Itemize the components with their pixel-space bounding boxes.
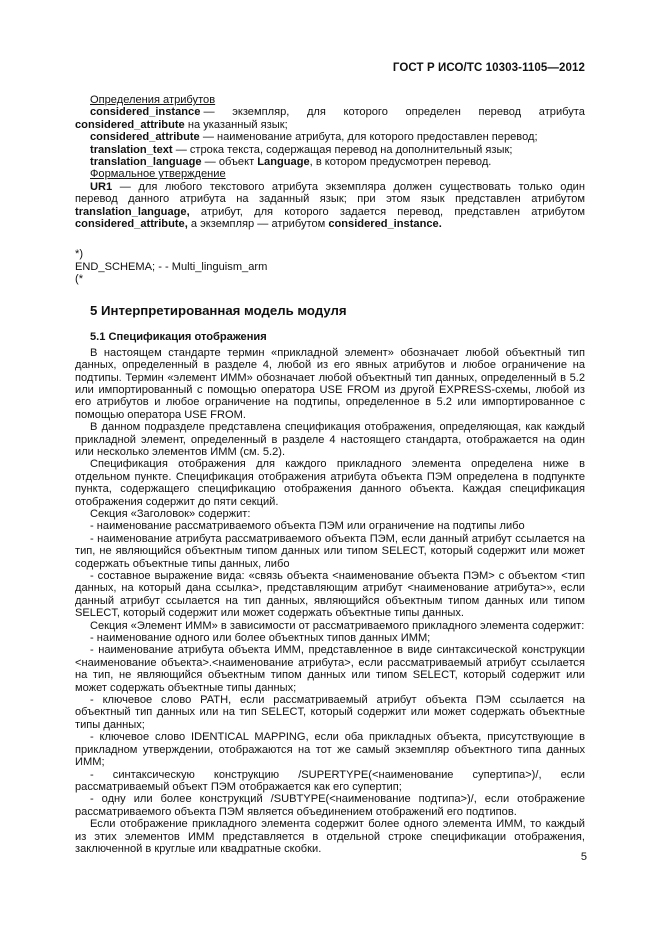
- term: considered_instance: [90, 106, 201, 119]
- list-item: - ключевое слово IDENTICAL MAPPING, если оба прикладных объекта, присутствующие в прикладном утверждении, отображаются на тот же самый экземпляр объектного типа данных ИММ;: [75, 731, 585, 769]
- list-item: - наименование одного или более объектных типов данных ИММ;: [90, 632, 431, 645]
- list-item: - одну или более конструкций /SUBTYPE(<наименование подтипа>)/, если отображение рассматриваемого объекта ПЭМ является объединением отображений его подтипов.: [75, 793, 585, 818]
- page-content: [75, 94, 585, 855]
- attr-def-translation-text: translation_text — строка текста, содержащая перевод на дополнительный язык;: [90, 143, 513, 156]
- section-5-title: 5 Интерпретированная модель модуля: [90, 302, 347, 318]
- attr-defs-heading: Определения атрибутов: [90, 94, 216, 106]
- formal-heading: Формальное утверждение: [90, 168, 226, 181]
- list-item: - синтаксическую конструкцию /SUPERTYPE(<наименование супертипа>)/, если рассматриваемый объект ПЭМ отображается как его супертип;: [75, 768, 585, 793]
- list-item: - наименование рассматриваемого объекта ПЭМ или ограничение на подтипы либо: [90, 520, 525, 533]
- paragraph: Секция «Заголовок» содержит:: [90, 507, 251, 520]
- page-number: 5: [580, 851, 587, 863]
- paragraph: Секция «Элемент ИММ» в зависимости от рассматриваемого прикладного элемента содержит:: [90, 619, 585, 632]
- schema-comment-close: *): [75, 248, 84, 261]
- paragraph: Спецификация отображения для каждого прикладного элемента определена ниже в отдельном пункте. Спецификация отображения атрибута объекта ПЭМ определена в подпункте пункта, содержащего спецификацию отображения данного объекта. Каждая спецификация отображения содержит до пяти секций.: [75, 458, 585, 508]
- attr-def-translation-language: translation_language — объект Language, в котором предусмотрен перевод.: [90, 156, 492, 169]
- list-item: - наименование атрибута объекта ИММ, представленное в виде синтаксической конструкции <наименование объекта>.<наименование атрибута>, если рассматриваемый атрибут ссылается на тип, не являющийся объектным типом данных или типом SELECT, который содержит или может содержать объектные типы данных;: [75, 644, 585, 694]
- attr-def-considered-instance: considered_instance — экземпляр, для которого определен перевод атрибута: [90, 106, 585, 119]
- attr-def-considered-instance-cont: considered_attribute на указанный язык;: [75, 118, 288, 131]
- list-item: - ключевое слово PATH, если рассматриваемый атрибут объекта ПЭМ ссылается на объектный тип данных или на тип SELECT, который содержит или может содержать объектные типы данных;: [75, 694, 585, 731]
- schema-end: END_SCHEMA; - - Multi_linguism_arm: [75, 260, 268, 273]
- section-5-1-title: 5.1 Спецификация отображения: [90, 330, 267, 343]
- list-item: - составное выражение вида: «связь объекта <наименование объекта ПЭМ> с объектом <тип данных, на который дана ссылка>, представляющим атрибут <наименование атрибута>», если данный атрибут ссылается на тип данных, являющийся объектным типом данных или типом SELECT, который содержит или может содержать объектные типы данных.: [75, 570, 585, 620]
- attr-def-considered-attribute: considered_attribute — наименование атрибута, для которого предоставлен перевод;: [90, 131, 538, 144]
- paragraph: Если отображение прикладного элемента содержит более одного элемента ИММ, то каждый из этих элементов ИММ представляется в отдельной строке спецификации отображения, заключенной в круглые или квадратные скобки.: [75, 818, 585, 855]
- schema-comment-open: (*: [75, 273, 84, 286]
- paragraph: В настоящем стандарте термин «прикладной элемент» обозначает любой объектный тип данных, определенный в разделе 4, любой из его явных атрибутов и любое ограничение на подтипы. Термин «элемент ИММ» обозначает любой объектный тип данных, определенный в 5.2 или импортированный с помощью оператора USE FROM из другой EXPRESS-схемы, любой из его атрибутов и любое ограничение на подтипы, определенное в 5.2 или импортированное с помощью оператора USE FROM.: [75, 346, 585, 421]
- document-header: ГОСТ Р ИСО/ТС 10303-1105—2012: [392, 62, 585, 74]
- paragraph: В данном подразделе представлена спецификация отображения, определяющая, как каждый прикладной элемент, определенный в разделе 4 настоящего стандарта, отображается на один или несколько элементов ИММ (см. 5.2).: [75, 421, 585, 458]
- list-item: - наименование атрибута рассматриваемого объекта ПЭМ, если данный атрибут ссылается на тип, не являющийся объектным типом данных или типом SELECT, который содержит или может содержать объектные типы данных, либо: [75, 532, 585, 570]
- formal-rule-ur1: UR1 — для любого текстового атрибута экземпляра должен существовать только один перевод данного атрибута на заданный язык; при этом язык представлен атрибутом translation_language, атрибут, для которого задается перевод, представлен атрибутом considered_attribute, а экземпляр — атрибутом considered_instance.: [75, 180, 585, 231]
